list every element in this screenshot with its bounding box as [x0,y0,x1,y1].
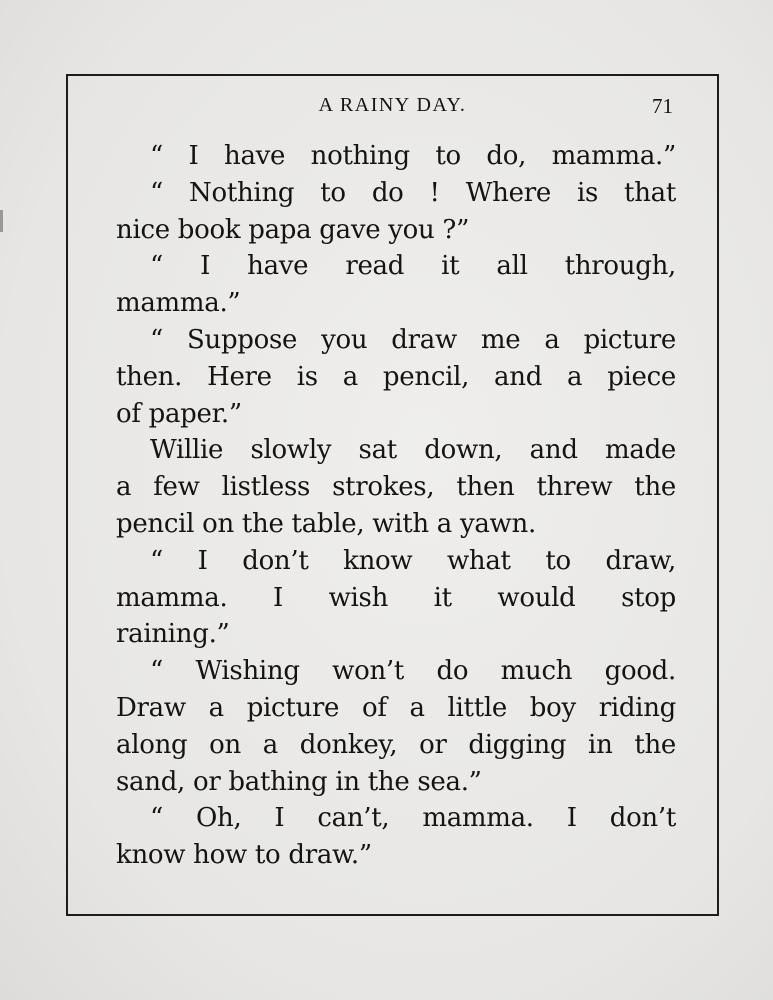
binding-mark [0,210,3,232]
chapter-title: A RAINY DAY. [318,94,467,116]
text-line: along on a donkey, or digging in the [116,729,676,760]
text-line: raining.” [116,619,230,650]
text-line: “ I have nothing to do, mamma.” [150,141,676,171]
text-line: “ Nothing to do ! Where is that [150,177,676,208]
running-head [68,94,717,124]
text-line: “ I don’t know what to draw, [150,545,676,576]
text-line: “ Suppose you draw me a picture [150,324,676,355]
text-line: pencil on the table, with a yawn. [116,508,536,539]
text-line: Willie slowly sat down, and made [150,435,676,466]
text-line: of paper.” [116,398,242,429]
text-line: “ Wishing won’t do much good. [150,656,676,687]
text-line: mamma.” [116,288,241,319]
page-frame [66,74,719,916]
body-text [116,138,676,874]
text-line: then. Here is a pencil, and a piece [116,361,676,392]
text-line: “ Oh, I can’t, mamma. I don’t [150,803,676,834]
page-number: 71 [652,94,673,118]
text-line: “ I have read it all through, [150,251,676,282]
text-line: sand, or bathing in the sea.” [116,766,482,797]
text-line: Draw a picture of a little boy riding [116,692,676,723]
text-line: a few listless strokes, then threw the [116,472,676,503]
text-line: nice book papa gave you ?” [116,214,470,245]
text-line: know how to draw.” [116,840,372,871]
text-line: mamma. I wish it would stop [116,582,676,613]
